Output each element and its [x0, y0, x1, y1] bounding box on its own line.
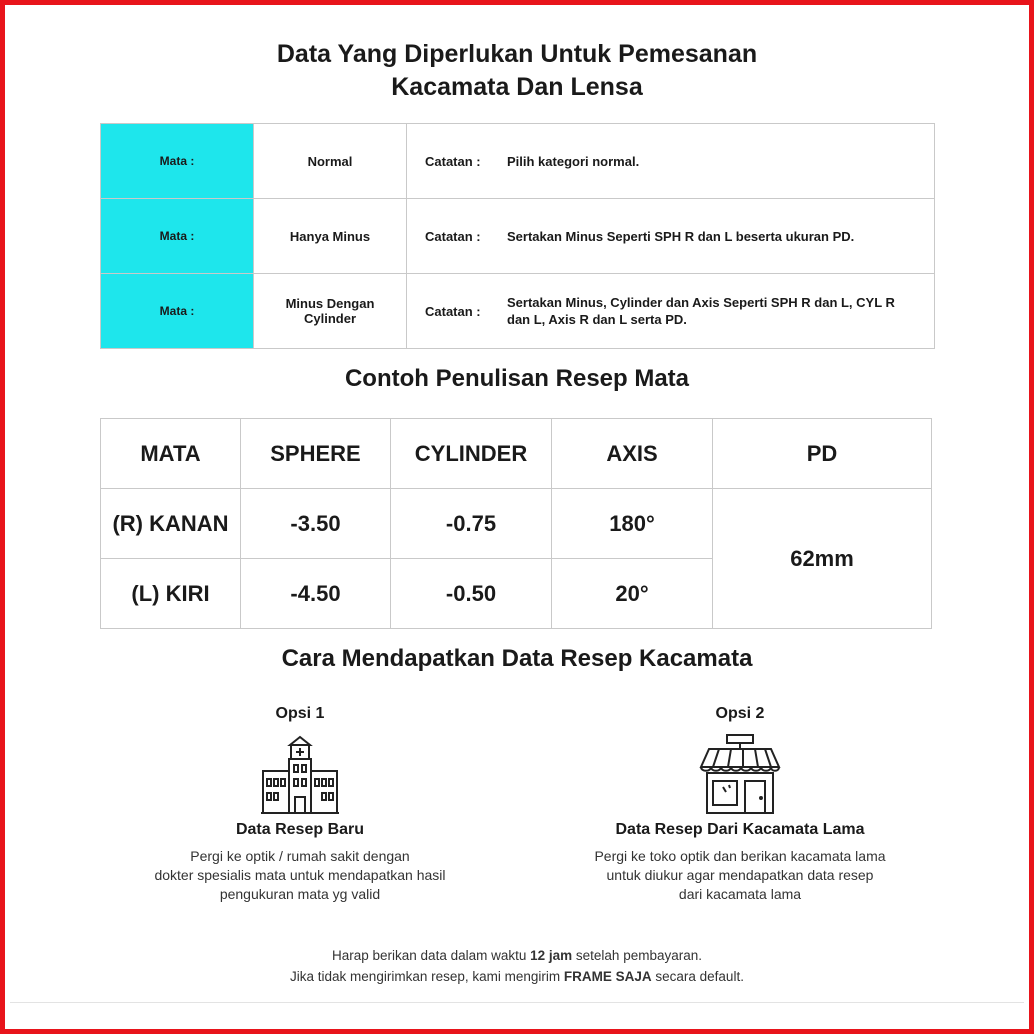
option-description [530, 847, 950, 904]
desc-line: pengukuran mata yg valid [219, 886, 381, 902]
prescription-heading: Contoh Penulisan Resep Mata [344, 365, 690, 392]
footer-text: secara default. [651, 969, 744, 984]
footer-text: Harap berikan data dalam waktu [332, 948, 531, 963]
table-row [101, 199, 935, 274]
note-label: Catatan : [425, 153, 481, 169]
footer-bold: FRAME SAJA [563, 969, 652, 984]
option-label: Opsi 2 [715, 705, 765, 722]
axis-cell: 180° [552, 489, 713, 559]
desc-line: untuk diukur agar mendapatkan data resep [606, 867, 874, 883]
header-pd: PD [713, 419, 932, 489]
table-header-row [101, 419, 932, 489]
desc-line: Pergi ke toko optik dan berikan kacamata lama [594, 848, 886, 864]
eye-type: Hanya Minus [254, 199, 407, 274]
eye-label: Mata : [101, 274, 254, 349]
eye-type: Normal [254, 124, 407, 199]
header-mata: MATA [101, 419, 241, 489]
header-axis: AXIS [552, 419, 713, 489]
prescription-table [100, 418, 932, 629]
footer-text: setelah pembayaran. [572, 948, 702, 963]
footer-note [0, 945, 1034, 987]
divider [10, 1002, 1024, 1003]
header-sphere: SPHERE [241, 419, 391, 489]
option-description [90, 847, 510, 904]
desc-line: Pergi ke optik / rumah sakit dengan [190, 848, 410, 864]
cylinder-cell: -0.75 [391, 489, 552, 559]
axis-cell: 20° [552, 559, 713, 629]
option-2 [530, 705, 950, 904]
header-cylinder: CYLINDER [391, 419, 552, 489]
eye-label: Mata : [101, 124, 254, 199]
eye-cell: (L) KIRI [101, 559, 241, 629]
footer-text: Jika tidak mengirimkan resep, kami mengirim [290, 969, 564, 984]
desc-line: dokter spesialis mata untuk mendapatkan hasil [154, 867, 446, 883]
table-row [101, 274, 935, 349]
table-row [101, 124, 935, 199]
page-title [0, 38, 1034, 104]
note-text: Sertakan Minus Seperti SPH R dan L beserta ukuran PD. [507, 228, 855, 244]
note-text: Sertakan Minus, Cylinder dan Axis Seperti SPH R dan L, CYL R dan L, Axis R dan L serta PD. [507, 295, 895, 327]
option-title: Data Resep Baru [235, 821, 365, 838]
cylinder-cell: -0.50 [391, 559, 552, 629]
category-table [100, 123, 935, 349]
how-heading: Cara Mendapatkan Data Resep Kacamata [281, 645, 753, 672]
option-1 [90, 705, 510, 904]
option-title: Data Resep Dari Kacamata Lama [615, 821, 865, 838]
eye-label: Mata : [101, 199, 254, 274]
option-label: Opsi 1 [275, 705, 325, 722]
sphere-cell: -3.50 [241, 489, 391, 559]
table-row [101, 489, 932, 559]
title-line-1: Data Yang Diperlukan Untuk Pemesanan [276, 40, 758, 68]
desc-line: dari kacamata lama [678, 886, 802, 902]
pd-cell: 62mm [713, 489, 932, 629]
note-text: Pilih kategori normal. [507, 153, 640, 169]
hospital-icon [259, 733, 341, 815]
eye-type: Minus Dengan Cylinder [254, 274, 407, 349]
note-label: Catatan : [425, 228, 481, 244]
note-label: Catatan : [425, 303, 481, 319]
sphere-cell: -4.50 [241, 559, 391, 629]
store-icon [699, 733, 781, 815]
eye-cell: (R) KANAN [101, 489, 241, 559]
title-line-2: Kacamata Dan Lensa [391, 73, 643, 101]
footer-bold: 12 jam [530, 948, 573, 963]
